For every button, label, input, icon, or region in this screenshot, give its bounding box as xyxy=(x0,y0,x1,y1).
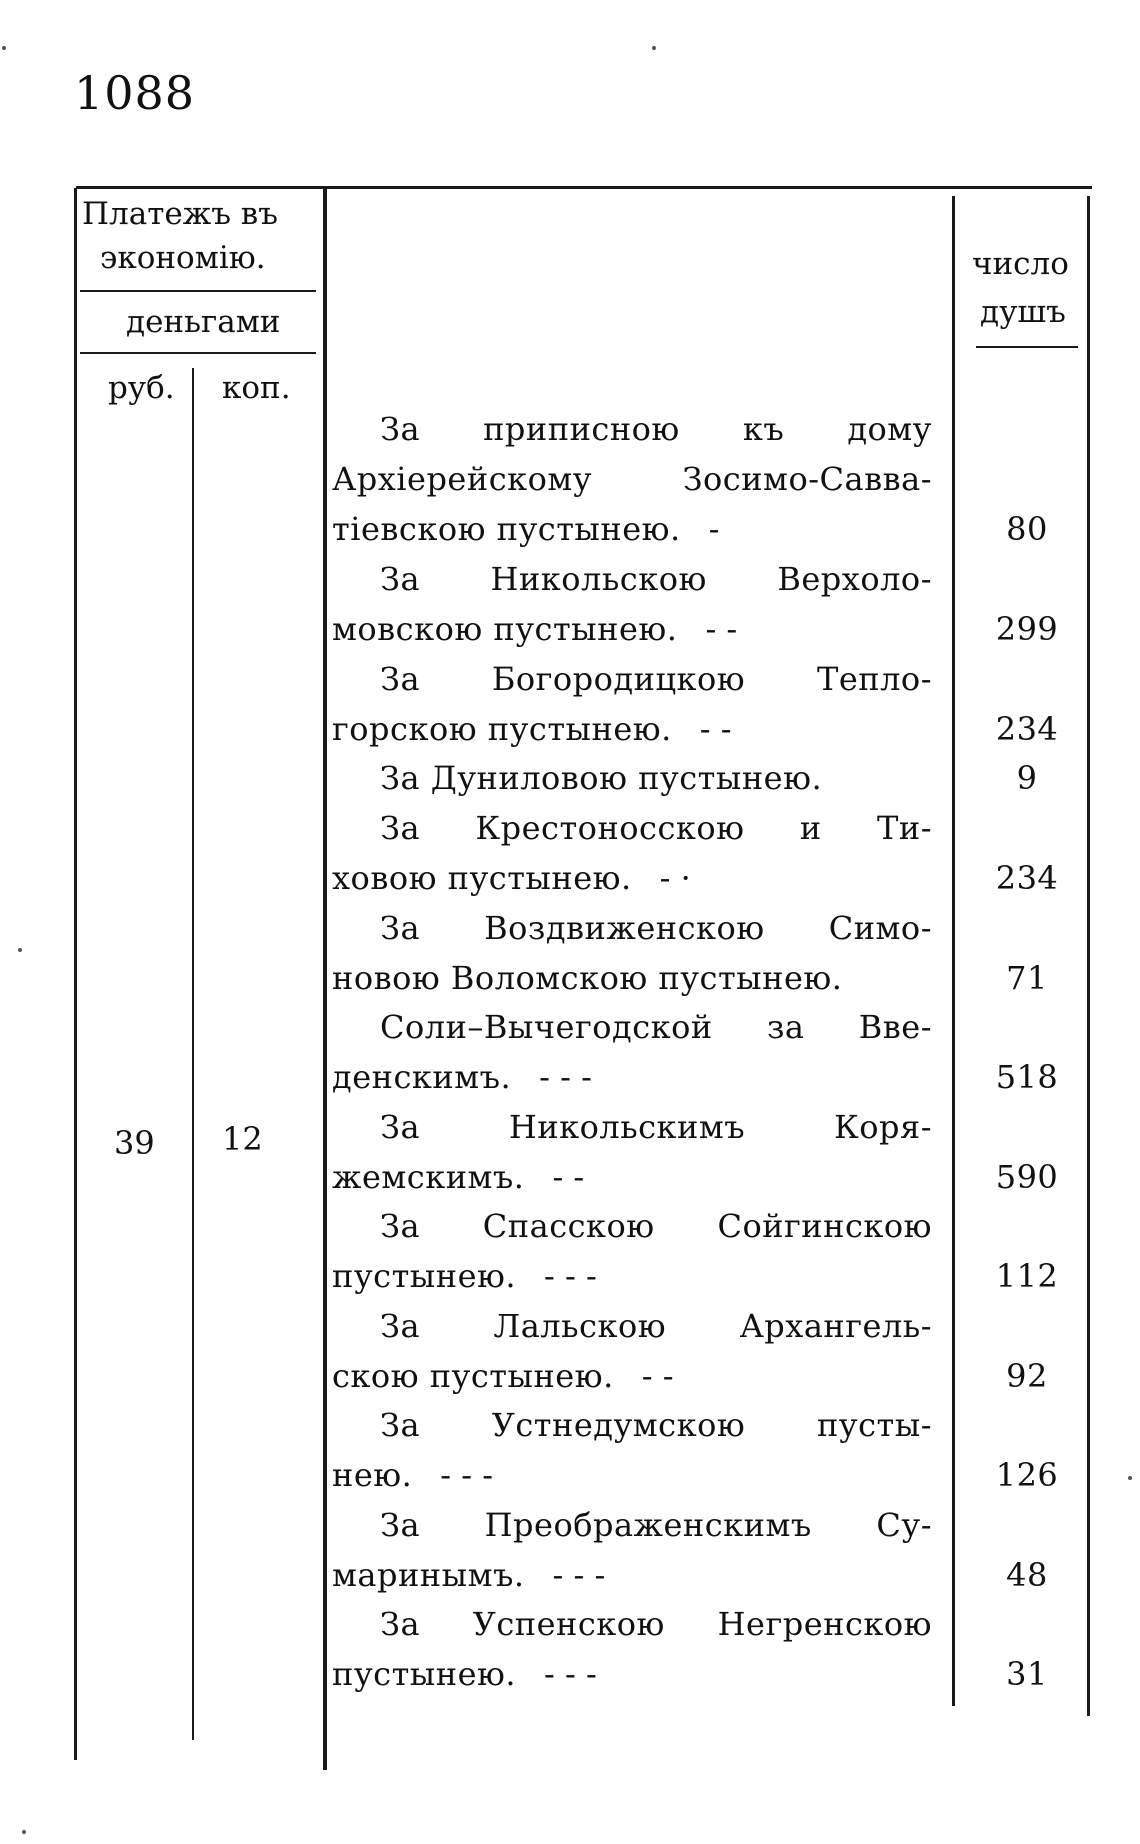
entry-line xyxy=(332,704,932,754)
list-item xyxy=(332,404,1048,554)
text-souls-divider xyxy=(952,196,955,1706)
entry-text: жемскимъ. xyxy=(332,1157,525,1196)
header-kop: коп. xyxy=(222,370,291,406)
list-item xyxy=(332,1400,1059,1500)
list-item xyxy=(332,1102,1059,1202)
list-item xyxy=(332,1500,1048,1600)
list-item xyxy=(332,903,1048,1003)
entries-list xyxy=(332,404,1059,1699)
entry-line: За Устнедумскою пусты- xyxy=(380,1406,932,1444)
header-rule-money xyxy=(80,352,316,354)
total-rub: 39 xyxy=(114,1124,155,1162)
scan-speck xyxy=(652,46,656,50)
scan-speck xyxy=(1128,1476,1132,1480)
entry-line xyxy=(332,1251,932,1301)
soul-count: 92 xyxy=(1006,1356,1048,1395)
entry-text: маринымъ. xyxy=(332,1555,525,1594)
entry-line xyxy=(332,604,932,654)
soul-count: 112 xyxy=(995,1257,1059,1295)
entry-text: пустынею. xyxy=(332,1257,517,1295)
list-item xyxy=(332,1301,1048,1401)
header-payment-line1: Платежъ въ xyxy=(82,196,278,232)
entry-line: За Никольскимъ Коря- xyxy=(380,1107,932,1146)
entry-text: мовскою пустынею. xyxy=(332,610,678,648)
entry-text: денскимъ. xyxy=(332,1058,512,1096)
entry-line: За Богородицкою Тепло- xyxy=(380,659,932,698)
list-item xyxy=(332,554,1059,654)
entry-line: За Дуниловою пустынею. xyxy=(380,759,823,797)
list-item xyxy=(332,1201,1059,1301)
page-number: 1088 xyxy=(74,66,196,120)
entry-line xyxy=(332,1152,932,1202)
entry-text: пустынею. xyxy=(332,1655,517,1693)
entry-line: За Воздвиженскою Симо- xyxy=(380,908,932,947)
amount-text-divider xyxy=(323,188,327,1770)
entry-dashes: - - xyxy=(641,1356,674,1395)
header-payment-line2: экономію. xyxy=(100,240,266,276)
entry-line: За Никольскою Верхоло- xyxy=(380,560,932,598)
header-rule-payment xyxy=(80,290,316,292)
entry-line xyxy=(332,1351,932,1401)
soul-count: 48 xyxy=(1006,1555,1048,1594)
entry-dashes: - xyxy=(708,510,720,548)
entry-dashes: - - - xyxy=(544,1655,597,1693)
rub-kop-divider xyxy=(192,368,194,1740)
entry-dashes: - - xyxy=(705,610,738,648)
soul-count: 31 xyxy=(1006,1655,1048,1693)
entry-text: скою пустынею. xyxy=(332,1356,614,1395)
entry-text: новою Воломскою пустынею. xyxy=(332,958,843,997)
entry-line: Архіерейскому Зосимо-Савва- xyxy=(332,460,932,498)
header-souls-line1: число xyxy=(972,246,1069,282)
list-item xyxy=(332,1002,1059,1102)
entry-line xyxy=(332,853,932,903)
header-money: деньгами xyxy=(126,304,281,340)
entry-dashes: - - xyxy=(552,1157,585,1196)
entry-text: нею. xyxy=(332,1456,413,1494)
total-kop: 12 xyxy=(222,1120,263,1158)
list-item xyxy=(332,753,1038,803)
entry-dashes: - - - xyxy=(552,1555,606,1594)
entry-text: горскою пустынею. xyxy=(332,709,672,748)
list-item xyxy=(332,1599,1048,1699)
table-right-border xyxy=(1087,196,1090,1716)
entry-line xyxy=(332,1450,932,1500)
soul-count: 518 xyxy=(995,1058,1059,1096)
list-item xyxy=(332,654,1059,754)
soul-count: 71 xyxy=(1006,958,1048,997)
entry-line xyxy=(332,1052,932,1102)
entry-dashes: - - - xyxy=(440,1456,494,1494)
header-rule-souls xyxy=(976,346,1078,348)
entry-line: За приписною къ дому xyxy=(380,410,932,448)
entry-line: За Крестоносскою и Ти- xyxy=(380,809,932,847)
header-souls-line2: душъ xyxy=(980,294,1066,330)
soul-count: 234 xyxy=(995,859,1059,897)
scan-speck xyxy=(22,1830,26,1834)
scan-speck xyxy=(2,46,6,50)
entry-line xyxy=(332,504,932,554)
table-top-rule xyxy=(76,186,1092,189)
entry-text: ховою пустынею. xyxy=(332,859,632,897)
table-left-border xyxy=(74,188,77,1760)
list-item xyxy=(332,803,1059,903)
entry-line xyxy=(332,1550,932,1600)
entry-line: За Преображенскимъ Су- xyxy=(380,1505,932,1544)
soul-count: 590 xyxy=(995,1157,1059,1196)
soul-count: 9 xyxy=(1016,759,1038,797)
entry-dashes: - - - xyxy=(544,1257,597,1295)
soul-count: 126 xyxy=(995,1456,1059,1494)
soul-count: 234 xyxy=(995,709,1059,748)
entry-dashes: - · xyxy=(659,859,691,897)
entry-text: тіевскою пустынею. xyxy=(332,510,681,548)
entry-line xyxy=(332,953,932,1003)
entry-line xyxy=(332,1649,932,1699)
header-rub: руб. xyxy=(108,370,175,406)
soul-count: 80 xyxy=(1006,510,1048,548)
entry-dashes: - - - xyxy=(539,1058,592,1096)
soul-count: 299 xyxy=(995,610,1059,648)
entry-line: За Успенскою Негренскою xyxy=(380,1605,932,1643)
scan-speck xyxy=(18,948,22,952)
entry-line: Соли–Вычегодской за Вве- xyxy=(380,1008,932,1046)
entry-line: За Лальскою Архангель- xyxy=(380,1306,932,1345)
entry-line: За Спасскою Сойгинскою xyxy=(380,1207,932,1245)
entry-dashes: - - xyxy=(699,709,732,748)
